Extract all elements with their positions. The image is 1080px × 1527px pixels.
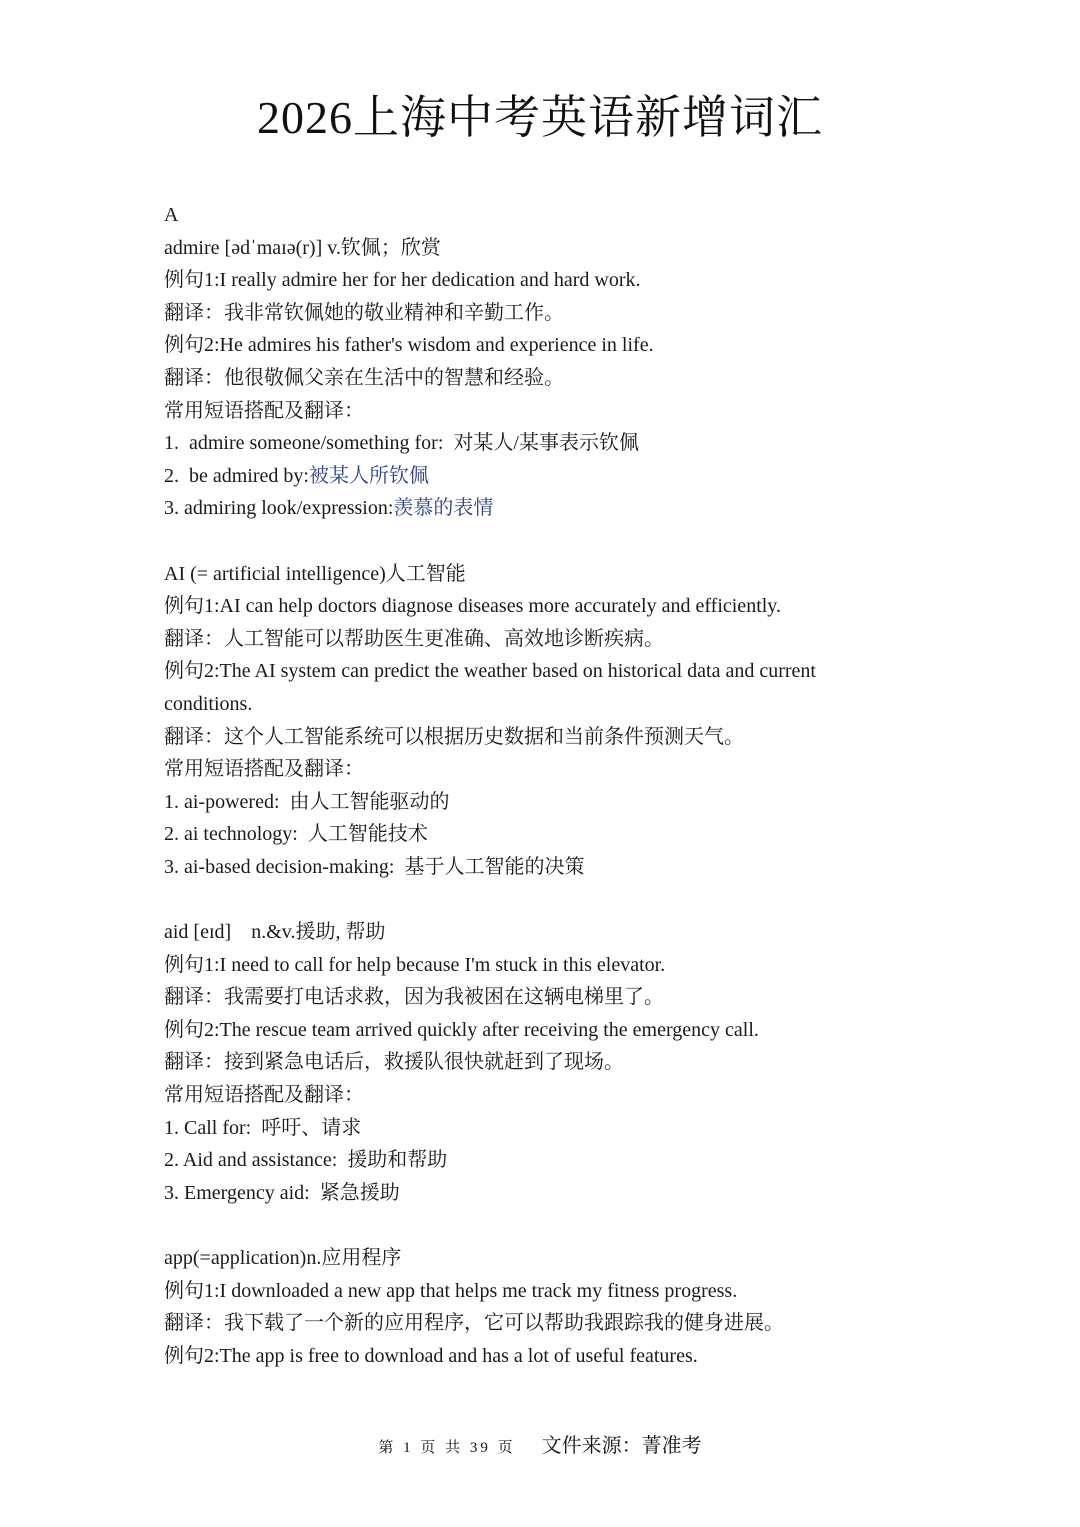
vocab-entry-app: [164, 1242, 924, 1372]
headword: app(=application)n.应用程序: [164, 1247, 402, 1269]
phrase-en: 3. admiring look/expression:: [164, 497, 394, 520]
vocab-entry-ai: [164, 558, 924, 884]
phrases-header: 常用短语搭配及翻译：: [164, 1084, 364, 1107]
entry-spacer: [164, 883, 924, 916]
vocab-entry-admire: [164, 232, 924, 525]
phrase-en: 2. be admired by:: [164, 464, 309, 487]
phrase-item: [164, 1112, 924, 1145]
example-sentence-2: 例句2:The app is free to download and has a lot of useful features.: [164, 1344, 698, 1367]
page-footer: [0, 1430, 1080, 1464]
translation-2: 翻译：接到紧急电话后，救援队很快就赶到了现场。: [164, 1051, 624, 1074]
example-sentence-2: 例句2:He admires his father's wisdom and experience in life.: [164, 334, 654, 357]
phrases-header: 常用短语搭配及翻译：: [164, 758, 364, 781]
phrase-en: 3. Emergency aid:: [164, 1181, 320, 1204]
example-sentence-2: 例句2:The rescue team arrived quickly after receiving the emergency call.: [164, 1018, 759, 1041]
translation-1: 翻译：我需要打电话求救，因为我被困在这辆电梯里了。: [164, 986, 664, 1009]
phrase-en: 2. ai technology:: [164, 823, 308, 846]
section-letter: A: [164, 204, 179, 226]
example-sentence-1: 例句1:I really admire her for her dedication and hard work.: [164, 269, 641, 292]
phrase-item: [164, 1144, 924, 1177]
phrase-zh: 羡慕的表情: [393, 497, 494, 520]
translation-2: 翻译：这个人工智能系统可以根据历史数据和当前条件预测天气。: [164, 725, 744, 748]
translation-1: 翻译：我非常钦佩她的敬业精神和辛勤工作。: [164, 301, 564, 324]
phrase-item: [164, 492, 924, 525]
example-sentence-1: 例句1:AI can help doctors diagnose diseases more accurately and efficiently.: [164, 595, 782, 618]
phrase-item: [164, 818, 924, 851]
translation-1: 翻译：我下载了一个新的应用程序，它可以帮助我跟踪我的健身进展。: [164, 1312, 784, 1335]
example-sentence-1: 例句1:I need to call for help because I'm stuck in this elevator.: [164, 953, 666, 976]
phrase-zh: 紧急援助: [319, 1181, 400, 1204]
phrase-item: [164, 460, 924, 493]
phrase-en: 3. ai-based decision-making:: [164, 855, 405, 878]
document-body: [164, 199, 924, 1372]
phrase-en: 2. Aid and assistance:: [164, 1149, 348, 1172]
phrase-zh: 由人工智能驱动的: [289, 790, 450, 813]
phrase-en: 1. Call for:: [164, 1116, 262, 1139]
page-title: 2026上海中考英语新增词汇: [257, 92, 823, 143]
headword: AI (= artificial intelligence)人工智能: [164, 562, 466, 585]
file-source: 文件来源：菁准考: [541, 1435, 702, 1457]
example-sentence-2-continued: conditions.: [164, 692, 253, 715]
vocab-entry-aid: [164, 916, 924, 1209]
phrase-en: 1. ai-powered:: [164, 790, 290, 813]
phrase-zh: 基于人工智能的决策: [404, 855, 585, 878]
phrase-zh: 援助和帮助: [347, 1149, 448, 1172]
phrase-item: [164, 851, 924, 884]
headword: aid [eɪd] n.&v.援助, 帮助: [164, 921, 386, 944]
phrase-item: [164, 427, 924, 460]
phrase-en: 1. admire someone/something for:: [164, 432, 454, 455]
phrase-item: [164, 1177, 924, 1210]
translation-1: 翻译：人工智能可以帮助医生更准确、高效地诊断疾病。: [164, 627, 664, 650]
phrase-zh: 呼吁、请求: [261, 1116, 362, 1139]
example-sentence-2: 例句2:The AI system can predict the weather based on historical data and current: [164, 660, 816, 683]
phrase-item: [164, 786, 924, 819]
example-sentence-1: 例句1:I downloaded a new app that helps me track my fitness progress.: [164, 1279, 738, 1302]
phrase-zh: 被某人所钦佩: [308, 464, 429, 487]
phrase-zh: 对某人/某事表示钦佩: [453, 432, 639, 455]
phrase-zh: 人工智能技术: [307, 823, 428, 846]
phrases-header: 常用短语搭配及翻译：: [164, 399, 364, 422]
translation-2: 翻译：他很敬佩父亲在生活中的智慧和经验。: [164, 366, 564, 389]
entry-spacer: [164, 525, 924, 558]
entry-spacer: [164, 1209, 924, 1242]
headword: admire [ədˈmaɪə(r)] v.钦佩；欣赏: [164, 236, 441, 259]
page-number: 第 1 页 共 39 页: [378, 1440, 516, 1456]
